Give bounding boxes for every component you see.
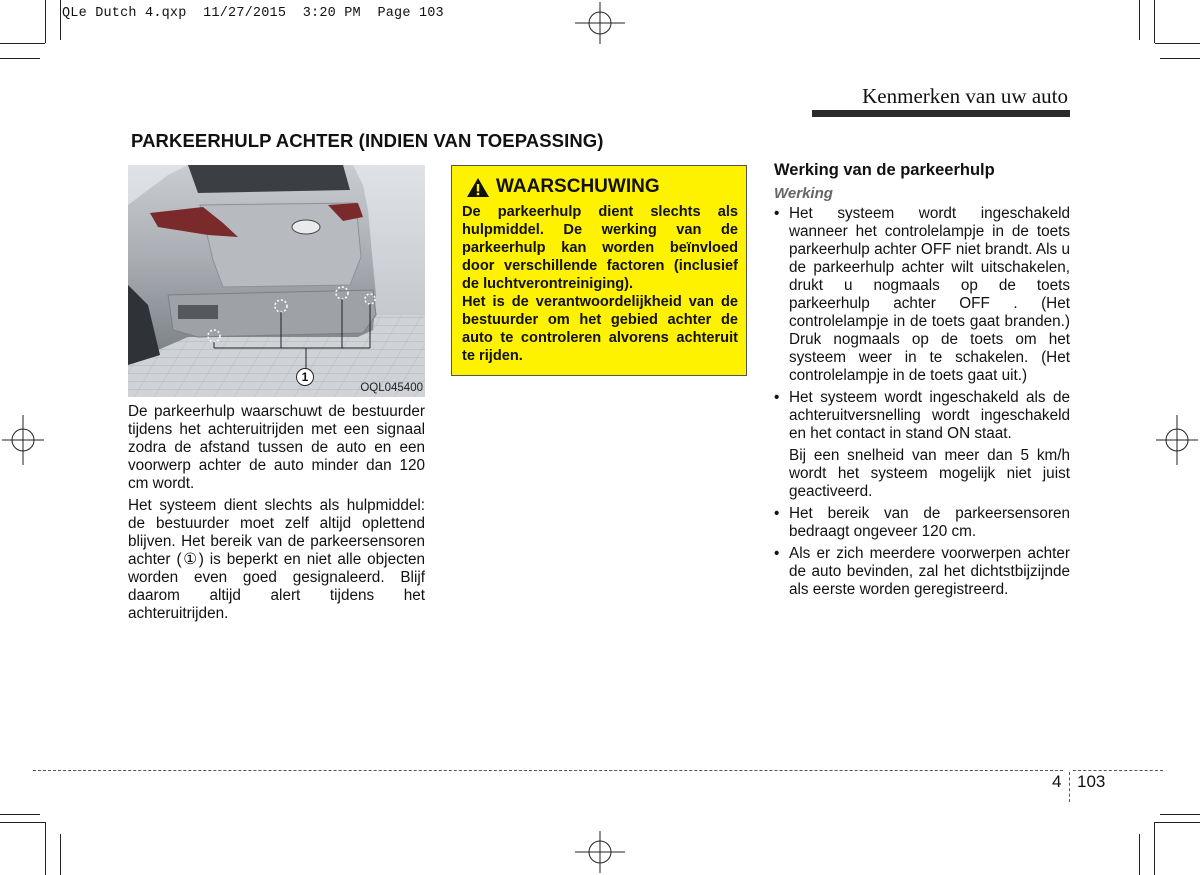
- operation-section: [774, 161, 1070, 603]
- registration-mark-left: [2, 415, 44, 465]
- registration-mark-top: [575, 2, 625, 44]
- section-title: PARKEERHULP ACHTER (INDIEN VAN TOEPASSING): [131, 130, 604, 151]
- running-head: Kenmerken van uw auto: [862, 84, 1068, 108]
- footer-rule-right: [1073, 770, 1163, 771]
- operation-list: [774, 205, 1070, 599]
- intro-paragraph: Het systeem dient slechts als hulpmiddel: de bestuurder moet zelf altijd oplettend blijven. Het bereik van de parkeersensoren achter (①) is beperkt en niet alle objecten worden even goed gesignaleerd. Blijf daarom altijd alert tijdens het achteruitrijden.: [128, 497, 425, 622]
- running-head-bar: [812, 110, 1070, 117]
- warning-paragraph: Het is de verantwoordelijkheid van de bestuurder om het gebied achter de auto te controleren alvorens achteruit te rijden.: [462, 294, 738, 364]
- file-header: QLe Dutch 4.qxp 11/27/2015 3:20 PM Page 103: [62, 6, 444, 21]
- sensor-callout: 1: [296, 368, 314, 386]
- registration-mark-bottom: [575, 831, 625, 873]
- warning-body: [462, 203, 738, 365]
- footer-separator: [1069, 772, 1070, 802]
- warning-box: [451, 165, 747, 376]
- rear-parking-sensor-photo: [128, 165, 425, 397]
- list-item: • Het systeem wordt ingeschakeld wanneer het controlelampje in de toets parkeerhulp achter OFF niet brandt. Als u de parkeerhulp achter wilt uitschakelen, drukt u nogmaals op de toets parkeerhulp achter OFF . (Het controlelampje in de toets gaat branden.) Druk nogmaals op de toets om het systeem weer in te schakelen. (Het controlelampje in de toets gaat uit.): [774, 205, 1070, 385]
- footer-rule-left: [33, 770, 1063, 771]
- list-item: • Het systeem wordt ingeschakeld als de achteruitversnelling wordt ingeschakeld en het contact in stand ON staat. Bij een snelheid van meer dan 5 km/h wordt het systeem mogelijk niet juist geactiveerd.: [774, 389, 1070, 501]
- registration-mark-right: [1156, 415, 1198, 465]
- figure-code: OQL045400: [360, 382, 423, 394]
- warning-paragraph: De parkeerhulp dient slechts als hulpmiddel. De werking van de parkeerhulp kan worden beïnvloed door verschillende factoren (inclusief de luchtverontreiniging).: [462, 204, 738, 292]
- list-item: • Als er zich meerdere voorwerpen achter de auto bevinden, zal het dichtstbijzijnde als eerste worden geregistreerd.: [774, 545, 1070, 599]
- list-item: • Het bereik van de parkeersensoren bedraagt ongeveer 120 cm.: [774, 505, 1070, 541]
- chapter-number: 4: [1052, 772, 1062, 791]
- warning-title-text: WAARSCHUWING: [496, 176, 660, 197]
- warning-title: [466, 176, 660, 198]
- intro-paragraph: De parkeerhulp waarschuwt de bestuurder tijdens het achteruitrijden met een signaal zodra de afstand tussen de auto en een voorwerp achter de auto minder dan 120 cm wordt.: [128, 403, 425, 492]
- page-number: 103: [1077, 772, 1106, 791]
- operation-heading: Werking van de parkeerhulp: [774, 161, 995, 179]
- intro-text: [128, 403, 425, 627]
- operation-subheading: Werking: [774, 185, 833, 202]
- warning-triangle-icon: [466, 177, 490, 198]
